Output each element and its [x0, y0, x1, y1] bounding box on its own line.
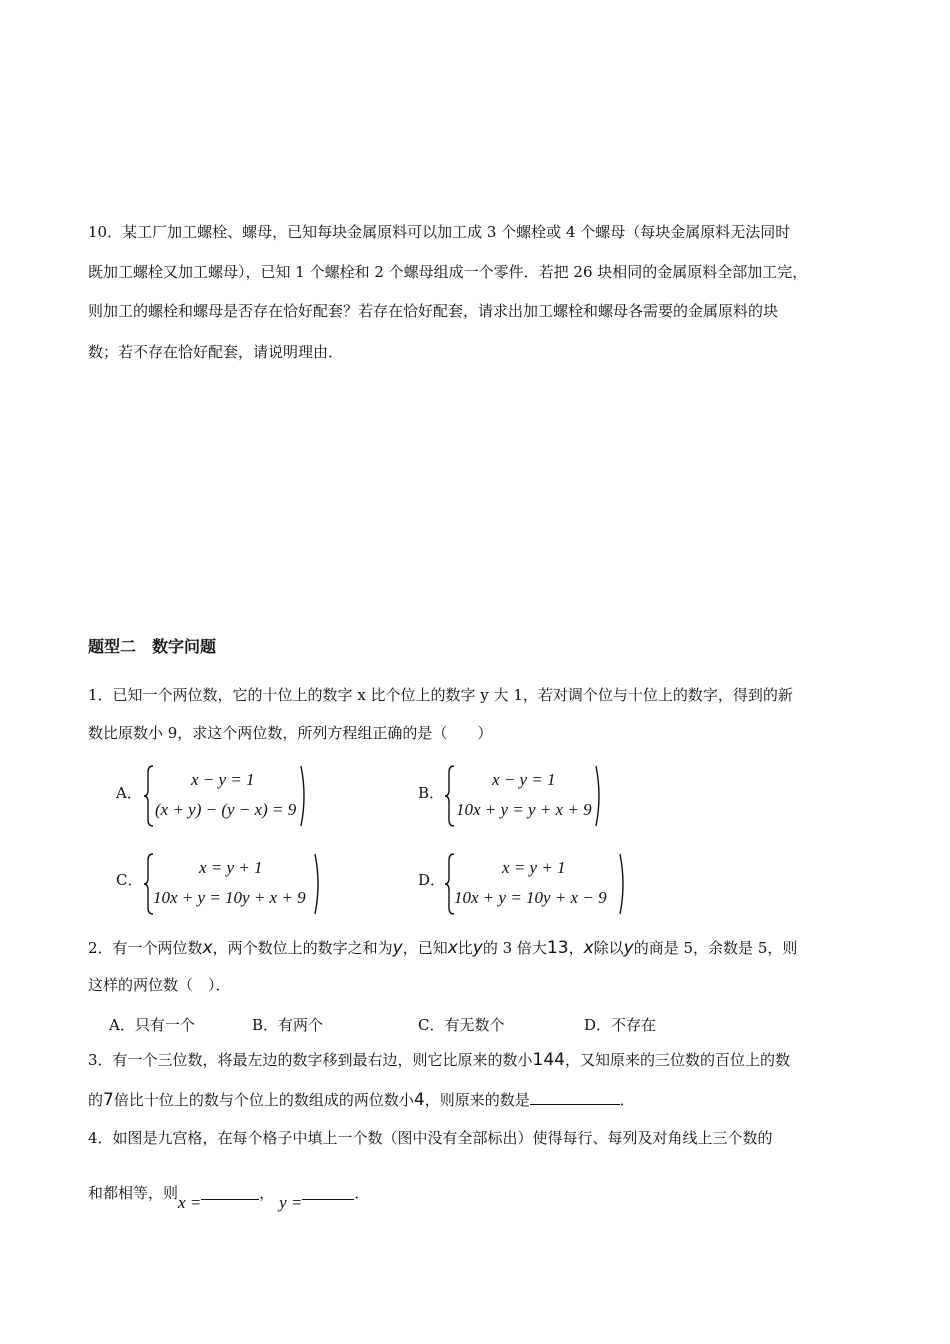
q4-line-1: 4．如图是九宫格，在每个格子中填上一个数（图中没有全部标出）使得每行、每列及对角线上三个数的 [88, 1129, 773, 1147]
q4-x-label: x = [178, 1193, 202, 1212]
q2-var-y: y [392, 938, 403, 958]
q10-line-4: 数；若不存在恰好配套，请说明理由． [88, 343, 344, 361]
q3-line-2 [88, 1090, 635, 1110]
q2-choice-b: B．有两个 [252, 1016, 324, 1034]
q3-answer-blank[interactable] [530, 1090, 620, 1105]
q2-text: 的商是 5，余数是 5，则 [633, 939, 798, 957]
q2-text: ，已知 [402, 939, 448, 957]
q3-number: 4 [413, 1090, 425, 1110]
q3-number: 7 [103, 1090, 114, 1110]
right-paren-icon [618, 852, 628, 916]
option-c-eq2: 10x + y = 10y + x + 9 [153, 888, 306, 907]
q2-var-y: y [623, 938, 634, 958]
q3-number: 144 [532, 1050, 565, 1070]
q2-text: 除以 [593, 939, 624, 957]
q1-line-2: 数比原数小 9，求这个两位数，所列方程组正确的是（ ） [88, 724, 493, 742]
option-d-eq1: x = y + 1 [502, 858, 566, 877]
option-a-eq1: x − y = 1 [191, 770, 255, 789]
q2-text: 2．有一个两位数 [88, 939, 203, 957]
q10-line-2: 既加工螺栓又加工螺母），已知 1 个螺栓和 2 个螺母组成一个零件．若把 26 块相同的金属原料全部加工完， [88, 263, 808, 281]
left-brace-icon [444, 764, 456, 828]
q2-text: 的 3 倍大 [482, 939, 547, 957]
option-a-eq2: (x + y) − (y − x) = 9 [155, 800, 297, 819]
option-a-system [143, 764, 311, 828]
right-paren-icon [594, 764, 604, 828]
option-d-eq2: 10x + y = 10y + x − 9 [454, 888, 607, 907]
q2-var-x: x [583, 938, 594, 958]
left-brace-icon [143, 764, 155, 828]
option-c-eq1: x = y + 1 [199, 858, 263, 877]
option-b-eq1: x − y = 1 [492, 770, 556, 789]
q4-x-blank[interactable] [201, 1199, 259, 1200]
q2-text: ， [568, 939, 584, 957]
q2-line-2: 这样的两位数（ ）． [88, 976, 231, 994]
option-a-label: A． [116, 784, 142, 802]
option-c-system [143, 852, 325, 916]
q3-text: 的 [88, 1091, 104, 1109]
q2-var-x: x [447, 938, 458, 958]
q4-line-2 [88, 1183, 370, 1212]
q2-number: 13 [546, 938, 569, 958]
q2-line-1 [88, 938, 797, 958]
option-b-eq2: 10x + y = y + x + 9 [456, 800, 592, 819]
q1-line-1: 1．已知一个两位数，它的十位上的数字 x 比个位上的数字 y 大 1，若对调个位与十位上的数字，得到的新 [88, 686, 793, 704]
option-b-system [444, 764, 606, 828]
q3-text: ． [619, 1091, 635, 1109]
q4-text: ． [354, 1184, 370, 1202]
q3-text: 3．有一个三位数，将最左边的数字移到最右边，则它比原来的数小 [88, 1051, 533, 1069]
q2-var-x: x [202, 938, 213, 958]
q3-text: ，则原来的数是 [424, 1091, 530, 1109]
option-d-label: D． [418, 871, 446, 889]
q4-y-label: y = [279, 1193, 303, 1212]
q10-line-1: 10．某工厂加工螺栓、螺母，已知每块金属原料可以加工成 3 个螺栓或 4 个螺母（每块金属原料无法同时 [88, 223, 791, 241]
q2-text: 比 [457, 939, 473, 957]
q2-var-y: y [472, 938, 483, 958]
q4-y-blank[interactable] [302, 1199, 354, 1200]
q2-choice-d: D．不存在 [584, 1016, 657, 1034]
option-c-label: C． [116, 871, 143, 889]
q3-line-1 [88, 1050, 790, 1070]
option-b-label: B． [418, 784, 445, 802]
right-paren-icon [299, 764, 309, 828]
option-d-system [444, 852, 630, 916]
right-paren-icon [313, 852, 323, 916]
section-title: 题型二 数字问题 [88, 637, 217, 656]
q3-text: 倍比十位上的数与个位上的数组成的两位数小 [113, 1091, 414, 1109]
q10-line-3: 则加工的螺栓和螺母是否存在恰好配套？若存在恰好配套，请求出加工螺栓和螺母各需要的金属原料的块 [88, 302, 779, 320]
q2-choice-a: A．只有一个 [109, 1016, 195, 1034]
q2-choice-c: C．有无数个 [418, 1016, 505, 1034]
q3-text: ，又知原来的三位数的百位上的数 [565, 1051, 791, 1069]
q4-text: ， [259, 1184, 275, 1202]
q2-text: ，两个数位上的数字之和为 [212, 939, 393, 957]
q4-text: 和都相等，则 [88, 1184, 179, 1202]
